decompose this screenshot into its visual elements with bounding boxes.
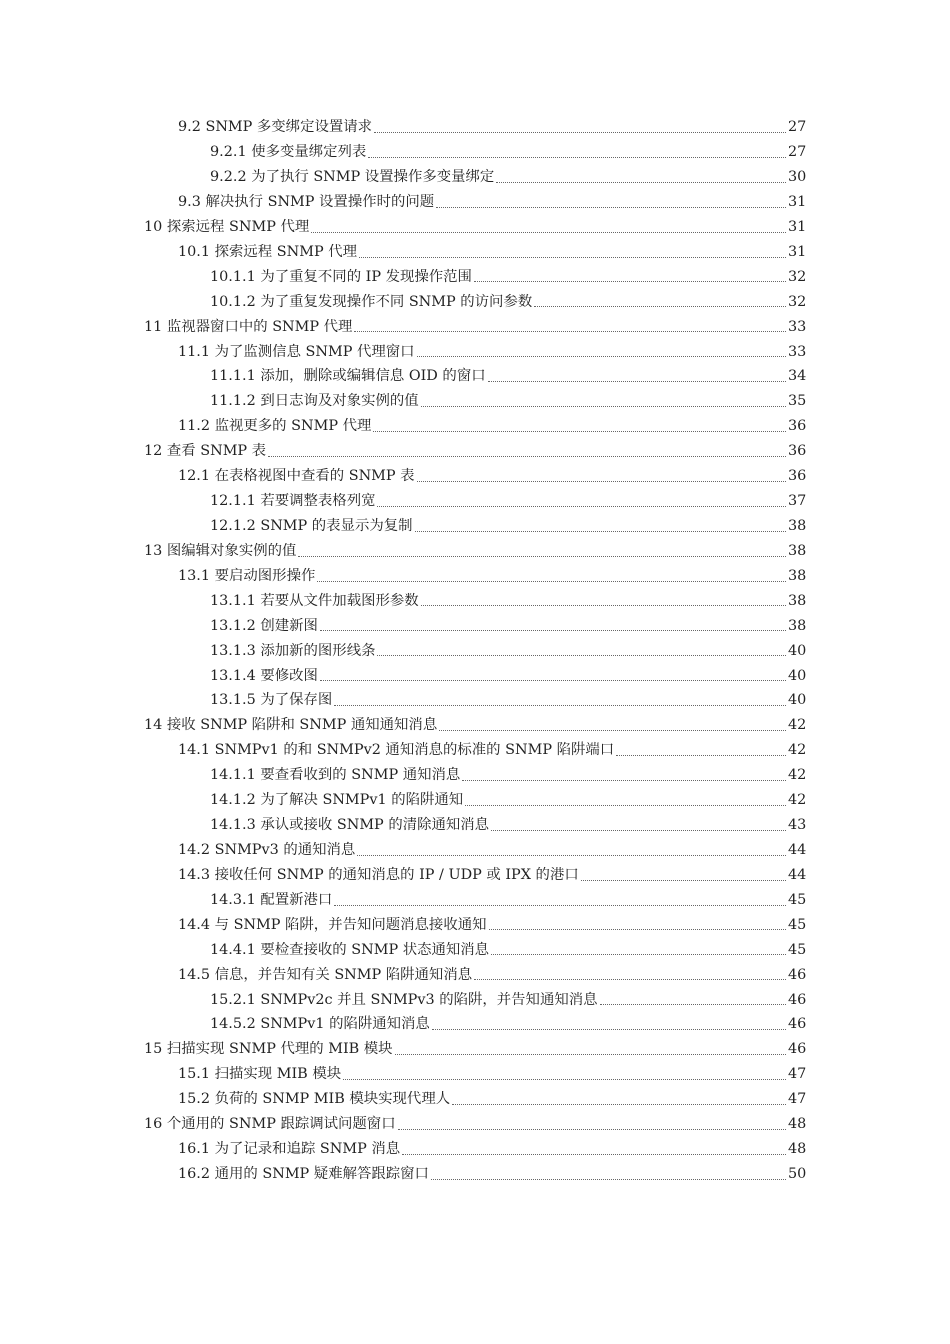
toc-leader-dots <box>417 356 786 357</box>
toc-leader-dots <box>436 207 786 208</box>
toc-entry-title: 12 查看 SNMP 表 <box>144 443 267 460</box>
toc-entry[interactable] <box>0 1162 806 1187</box>
toc-entry[interactable] <box>0 1112 806 1137</box>
toc-leader-dots <box>600 1004 786 1005</box>
toc-leader-dots <box>488 381 786 382</box>
toc-entry-title: 10.1.2 为了重复发现操作不同 SNMP 的访问参数 <box>210 293 533 310</box>
toc-leader-dots <box>320 630 786 631</box>
toc-leader-dots <box>268 456 786 457</box>
toc-entry[interactable] <box>0 364 806 389</box>
toc-page-number: 48 <box>788 1116 807 1133</box>
toc-leader-dots <box>474 979 786 980</box>
toc-page-number: 31 <box>788 194 807 211</box>
toc-entry[interactable] <box>0 489 806 514</box>
toc-page-number: 45 <box>788 916 807 933</box>
toc-leader-dots <box>298 556 786 557</box>
toc-entry[interactable] <box>0 962 806 987</box>
toc-entry-title: 14.1.3 承认或接收 SNMP 的清除通知消息 <box>210 817 490 834</box>
toc-entry-title: 9.3 解决执行 SNMP 设置操作时的问题 <box>178 194 435 211</box>
toc-entry-title: 15 扫描实现 SNMP 代理的 MIB 模块 <box>144 1041 393 1058</box>
toc-entry[interactable] <box>0 1137 806 1162</box>
toc-entry[interactable] <box>0 215 806 240</box>
toc-entry-title: 14.3 接收任何 SNMP 的通知消息的 IP / UDP 或 IPX 的港口 <box>178 866 579 883</box>
toc-entry-title: 11.2 监视更多的 SNMP 代理 <box>178 418 372 435</box>
toc-page-number: 27 <box>788 119 807 136</box>
toc-entry[interactable] <box>0 564 806 589</box>
toc-entry[interactable] <box>0 339 806 364</box>
toc-entry-title: 14.1 SNMPv1 的和 SNMPv2 通知消息的标准的 SNMP 陷阱端口 <box>178 742 615 759</box>
toc-leader-dots <box>616 755 786 756</box>
toc-entry-title: 13.1.5 为了保存图 <box>210 692 333 709</box>
toc-page-number: 43 <box>788 817 807 834</box>
toc-entry[interactable] <box>0 165 806 190</box>
toc-page-number: 44 <box>788 841 807 858</box>
toc-page-number: 36 <box>788 443 807 460</box>
toc-entry[interactable] <box>0 539 806 564</box>
toc-leader-dots <box>421 406 786 407</box>
toc-leader-dots <box>398 1129 786 1130</box>
toc-leader-dots <box>317 581 786 582</box>
toc-leader-dots <box>334 705 786 706</box>
toc-page-number: 32 <box>788 293 807 310</box>
toc-page-number: 46 <box>788 966 807 983</box>
toc-entry-title: 13.1.2 创建新图 <box>210 617 318 634</box>
toc-page-number: 35 <box>788 393 807 410</box>
toc-entry-title: 14.4 与 SNMP 陷阱，并告知问题消息接收通知 <box>178 916 487 933</box>
toc-entry-title: 11 监视器窗口中的 SNMP 代理 <box>144 318 353 335</box>
toc-leader-dots <box>357 855 786 856</box>
toc-leader-dots <box>431 1179 786 1180</box>
toc-entry[interactable] <box>0 464 806 489</box>
toc-page-number: 34 <box>788 368 807 385</box>
toc-page-number: 46 <box>788 1041 807 1058</box>
toc-entry-title: 10.1 探索远程 SNMP 代理 <box>178 243 357 260</box>
toc-page-number: 32 <box>788 268 807 285</box>
toc-entry-title: 14.5.2 SNMPv1 的陷阱通知消息 <box>210 1016 430 1033</box>
toc-entry-title: 15.2.1 SNMPv2c 并且 SNMPv3 的陷阱，并告知通知消息 <box>210 991 598 1008</box>
toc-page-number: 31 <box>788 218 807 235</box>
toc-entry-title: 16.2 通用的 SNMP 疑难解答跟踪窗口 <box>178 1165 429 1182</box>
toc-entry[interactable] <box>0 439 806 464</box>
toc-page-number: 31 <box>788 243 807 260</box>
toc-entry-title: 12.1.2 SNMP 的表显示为复制 <box>210 518 413 534</box>
toc-page-number: 46 <box>788 991 807 1008</box>
toc-page-number: 42 <box>788 742 807 759</box>
toc-page-number: 42 <box>788 792 807 809</box>
toc-entry-title: 11.1 为了监测信息 SNMP 代理窗口 <box>178 343 415 360</box>
toc-page-number: 40 <box>788 692 807 709</box>
toc-entry-title: 10.1.1 为了重复不同的 IP 发现操作范围 <box>210 268 472 285</box>
toc-entry-title: 9.2.1 使多变量绑定列表 <box>210 144 367 161</box>
toc-leader-dots <box>402 1154 786 1155</box>
toc-page-number: 30 <box>788 169 807 186</box>
toc-entry[interactable] <box>0 589 806 614</box>
toc-entry[interactable] <box>0 638 806 663</box>
toc-leader-dots <box>491 830 786 831</box>
toc-leader-dots <box>417 481 786 482</box>
toc-page-number: 46 <box>788 1016 807 1033</box>
toc-page-number: 38 <box>788 592 807 609</box>
toc-entry-title: 9.2 SNMP 多变绑定设置请求 <box>178 119 373 136</box>
toc-entry-title: 14.2 SNMPv3 的通知消息 <box>178 841 356 858</box>
toc-entry[interactable] <box>0 289 806 314</box>
toc-leader-dots <box>491 954 786 955</box>
toc-entry[interactable] <box>0 937 806 962</box>
toc-page-number: 42 <box>788 767 807 784</box>
toc-entry-title: 11.1.1 添加，删除或编辑信息 OID 的窗口 <box>210 368 486 385</box>
toc-leader-dots <box>395 1054 786 1055</box>
toc-leader-dots <box>462 780 786 781</box>
toc-entry-title: 14.5 信息，并告知有关 SNMP 陷阱通知消息 <box>178 966 473 983</box>
toc-page-number: 40 <box>788 642 807 659</box>
toc-leader-dots <box>452 1104 786 1105</box>
toc-page-number: 48 <box>788 1141 807 1158</box>
toc-entry[interactable] <box>0 389 806 414</box>
toc-page-number: 37 <box>788 493 807 510</box>
toc-entry[interactable] <box>0 863 806 888</box>
toc-leader-dots <box>377 506 786 507</box>
toc-leader-dots <box>373 431 786 432</box>
toc-entry[interactable] <box>0 763 806 788</box>
toc-entry[interactable] <box>0 987 806 1012</box>
toc-entry[interactable] <box>0 115 806 140</box>
toc-entry-title: 12.1 在表格视图中查看的 SNMP 表 <box>178 468 415 485</box>
toc-entry-title: 16.1 为了记录和追踪 SNMP 消息 <box>178 1141 401 1158</box>
toc-entry[interactable] <box>0 240 806 265</box>
toc-page-number: 38 <box>788 567 807 584</box>
toc-entry-title: 14.1.2 为了解决 SNMPv1 的陷阱通知 <box>210 792 464 809</box>
toc-leader-dots <box>320 680 786 681</box>
toc-page-number: 38 <box>788 542 807 559</box>
toc-page-number: 47 <box>788 1091 807 1108</box>
toc-entry-title: 12.1.1 若要调整表格列宽 <box>210 493 376 510</box>
toc-page-number: 45 <box>788 941 807 958</box>
toc-page-number: 50 <box>788 1165 807 1182</box>
toc-entry-title: 14.3.1 配置新港口 <box>210 891 333 908</box>
toc-entry[interactable] <box>0 613 806 638</box>
toc-entry[interactable] <box>0 788 806 813</box>
toc-entry-title: 9.2.2 为了执行 SNMP 设置操作多变量绑定 <box>210 169 495 186</box>
toc-leader-dots <box>359 257 786 258</box>
toc-page-number: 45 <box>788 891 807 908</box>
toc-entry-title: 13.1.4 要修改图 <box>210 667 318 684</box>
toc-entry[interactable] <box>0 913 806 938</box>
toc-entry[interactable] <box>0 713 806 738</box>
toc-entry[interactable] <box>0 514 806 539</box>
toc-leader-dots <box>439 730 786 731</box>
toc-entry[interactable] <box>0 314 806 339</box>
toc-entry[interactable] <box>0 190 806 215</box>
toc-leader-dots <box>421 605 786 606</box>
toc-entry[interactable] <box>0 888 806 913</box>
toc-leader-dots <box>432 1029 786 1030</box>
toc-leader-dots <box>368 157 786 158</box>
toc-leader-dots <box>534 306 786 307</box>
toc-entry-title: 13.1.3 添加新的图形线条 <box>210 642 376 659</box>
toc-page-number: 33 <box>788 318 807 335</box>
toc-entry-title: 15.1 扫描实现 MIB 模块 <box>178 1066 342 1083</box>
toc-leader-dots <box>496 182 786 183</box>
toc-leader-dots <box>311 232 786 233</box>
toc-page-number: 38 <box>788 518 807 534</box>
toc-entry[interactable] <box>0 838 806 863</box>
toc-leader-dots <box>489 929 787 930</box>
toc-entry-title: 13.1.1 若要从文件加载图形参数 <box>210 592 419 609</box>
table-of-contents <box>0 115 950 1187</box>
toc-entry-title: 10 探索远程 SNMP 代理 <box>144 218 310 235</box>
toc-entry[interactable] <box>0 663 806 688</box>
toc-entry-title: 13.1 要启动图形操作 <box>178 567 316 584</box>
toc-page-number: 47 <box>788 1066 807 1083</box>
toc-leader-dots <box>465 805 786 806</box>
toc-entry[interactable] <box>0 738 806 763</box>
toc-leader-dots <box>377 655 786 656</box>
toc-page-number: 42 <box>788 717 807 734</box>
toc-page-number: 38 <box>788 617 807 634</box>
toc-page-number: 36 <box>788 468 807 485</box>
toc-leader-dots <box>374 132 786 133</box>
toc-entry-title: 11.1.2 到日志询及对象实例的值 <box>210 393 419 410</box>
toc-page-number: 36 <box>788 418 807 435</box>
toc-page-number: 44 <box>788 866 807 883</box>
toc-entry[interactable] <box>0 1062 806 1087</box>
toc-page-number: 33 <box>788 343 807 360</box>
toc-entry-title: 14.1.1 要查看收到的 SNMP 通知消息 <box>210 767 461 784</box>
toc-entry[interactable] <box>0 265 806 290</box>
toc-leader-dots <box>354 331 786 332</box>
toc-entry-title: 13 图编辑对象实例的值 <box>144 542 297 559</box>
toc-entry[interactable] <box>0 1012 806 1037</box>
toc-leader-dots <box>343 1079 786 1080</box>
toc-entry[interactable] <box>0 140 806 165</box>
toc-leader-dots <box>581 880 786 881</box>
toc-leader-dots <box>334 905 786 906</box>
toc-leader-dots <box>415 531 786 532</box>
toc-entry-title: 14.4.1 要检查接收的 SNMP 状态通知消息 <box>210 941 490 958</box>
toc-entry[interactable] <box>0 414 806 439</box>
toc-entry-title: 15.2 负荷的 SNMP MIB 模块实现代理人 <box>178 1091 451 1108</box>
toc-entry[interactable] <box>0 1037 806 1062</box>
toc-entry[interactable] <box>0 813 806 838</box>
toc-entry[interactable] <box>0 688 806 713</box>
toc-entry-title: 16 个通用的 SNMP 跟踪调试问题窗口 <box>144 1116 396 1133</box>
toc-entry-title: 14 接收 SNMP 陷阱和 SNMP 通知通知消息 <box>144 717 438 734</box>
toc-page-number: 27 <box>788 144 807 161</box>
toc-leader-dots <box>474 281 786 282</box>
toc-entry[interactable] <box>0 1087 806 1112</box>
toc-page-number: 40 <box>788 667 807 684</box>
